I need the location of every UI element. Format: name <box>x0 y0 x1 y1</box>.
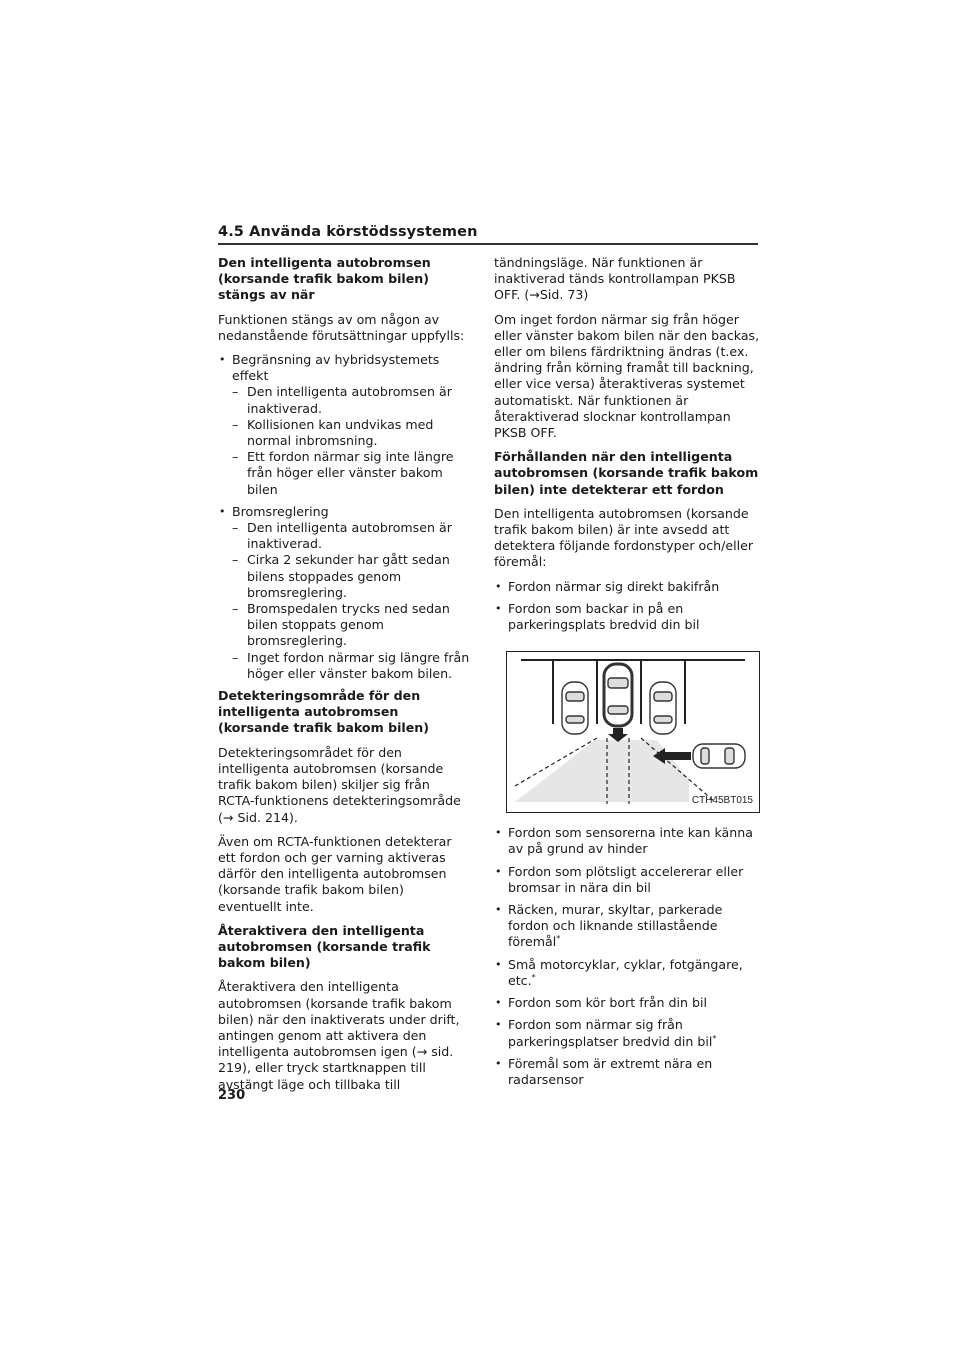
sub-list <box>232 520 470 682</box>
sub-list-item: – Kollisionen kan undvikas med normal inbromsning. <box>232 417 470 449</box>
figure-code: CTH45BT015 <box>691 795 753 807</box>
sub-list-item: – Den intelligenta autobromsen är inaktiverad. <box>232 384 470 416</box>
paragraph-detection-area: Detekteringsområdet för den intelligenta autobromsen (korsande trafik bakom bilen) skiljer sig från RCTA-funktionens detekteringsområde (→ Sid. 214). <box>218 744 461 825</box>
list-item: • Fordon som plötsligt accelererar eller bromsar in nära din bil <box>494 864 760 896</box>
list-item: • Fordon som sensorerna inte kan känna av på grund av hinder <box>494 825 760 857</box>
paragraph-rcta-note: Även om RCTA-funktionen detekterar ett fordon och ger varning aktiveras därför den intelligenta autobromsen (korsande trafik bakom bilen) eventuellt inte. <box>218 833 452 914</box>
list-item-label: Bromsreglering <box>232 503 329 519</box>
page-number: 230 <box>218 1088 246 1103</box>
list-item: • Fordon som kör bort från din bil <box>494 995 760 1011</box>
condition-list <box>218 352 470 682</box>
paragraph-auto-reactivate: Om inget fordon närmar sig från höger eller vänster bakom bilen när den backas, eller om bilens färdriktning ändras (t.ex. ändring från körning framåt till backning, eller vice versa) återaktiveras systemet automatiskt. När funktionen är återaktiverad slocknar kontrollampan PKSB OFF. <box>494 311 760 441</box>
list-item-label: Begränsning av hybridsystemets effekt <box>232 352 440 384</box>
heading-not-detected: Förhållanden när den intelligenta autobromsen (korsande trafik bakom bilen) inte detekterar ett fordon <box>494 449 759 497</box>
list-item: • Räcken, murar, skyltar, parkerade fordon och liknande stillastående föremål* <box>494 902 760 951</box>
crossing-car-icon <box>693 744 745 768</box>
list-item <box>218 504 470 682</box>
footnote-mark: * <box>712 1033 717 1043</box>
sub-list <box>232 384 470 497</box>
heading-detection-area: Detekteringsområde för den intelligenta autobromsen (korsande trafik bakom bilen) <box>218 688 430 736</box>
section-header <box>218 224 758 240</box>
header-rule <box>218 243 758 245</box>
parked-car-icon <box>562 682 588 734</box>
sub-list-item: – Cirka 2 sekunder har gått sedan bilens stoppades genom bromsreglering. <box>232 552 470 601</box>
paragraph-intro: Funktionen stängs av om någon av nedanstående förutsättningar uppfylls: <box>218 311 465 343</box>
list-item: • Fordon som backar in på en parkeringsplats bredvid din bil <box>494 601 760 633</box>
bullet-list-1 <box>494 579 760 634</box>
parked-car-icon <box>650 682 676 734</box>
paragraph-continued: tändningsläge. När funktionen är inaktiverad tänds kontrollampan PKSB OFF. (→Sid. 73) <box>494 255 736 303</box>
list-item <box>218 352 470 498</box>
section-title: 4.5 Använda körstödssystemen <box>218 224 478 240</box>
parking-illustration <box>506 651 760 813</box>
list-item: • Fordon närmar sig direkt bakifrån <box>494 579 760 595</box>
own-car-icon <box>604 664 632 726</box>
footnote-mark: * <box>556 934 561 944</box>
paragraph-not-intended: Den intelligenta autobromsen (korsande trafik bakom bilen) är inte avsedd att detektera följande fordonstyper och/eller föremål: <box>494 505 754 570</box>
right-column <box>494 255 760 1094</box>
list-item: • Små motorcyklar, cyklar, fotgängare, etc.* <box>494 957 760 989</box>
list-item: • Föremål som är extremt nära en radarsensor <box>494 1056 760 1088</box>
left-column <box>218 255 470 1101</box>
bullet-list-2 <box>494 825 760 1088</box>
paragraph-reactivate: Återaktivera den intelligenta autobromsen (korsande trafik bakom bilen) när den inaktiverats under drift, antingen genom att aktivera den intelligenta autobromsen igen (→ sid. 219), eller tryck startknappen till avstängt läge och tillbaka till <box>218 979 460 1092</box>
sub-list-item: – Bromspedalen trycks ned sedan bilen stoppats genom bromsreglering. <box>232 601 470 650</box>
sub-list-item: – Den intelligenta autobromsen är inaktiverad. <box>232 520 470 552</box>
footnote-mark: * <box>531 972 536 982</box>
parking-diagram <box>507 652 759 812</box>
reverse-arrow-icon <box>608 728 628 742</box>
sub-list-item: – Ett fordon närmar sig inte längre från höger eller vänster bakom bilen <box>232 449 470 498</box>
sub-list-item: – Inget fordon närmar sig längre från höger eller vänster bakom bilen. <box>232 650 470 682</box>
detection-zone <box>515 740 629 802</box>
heading-reactivate: Återaktivera den intelligenta autobromsen (korsande trafik bakom bilen) <box>218 922 431 971</box>
heading-deactivation: Den intelligenta autobromsen (korsande trafik bakom bilen) stängs av när <box>218 255 431 303</box>
list-item: • Fordon som närmar sig från parkeringsplatser bredvid din bil* <box>494 1017 760 1049</box>
